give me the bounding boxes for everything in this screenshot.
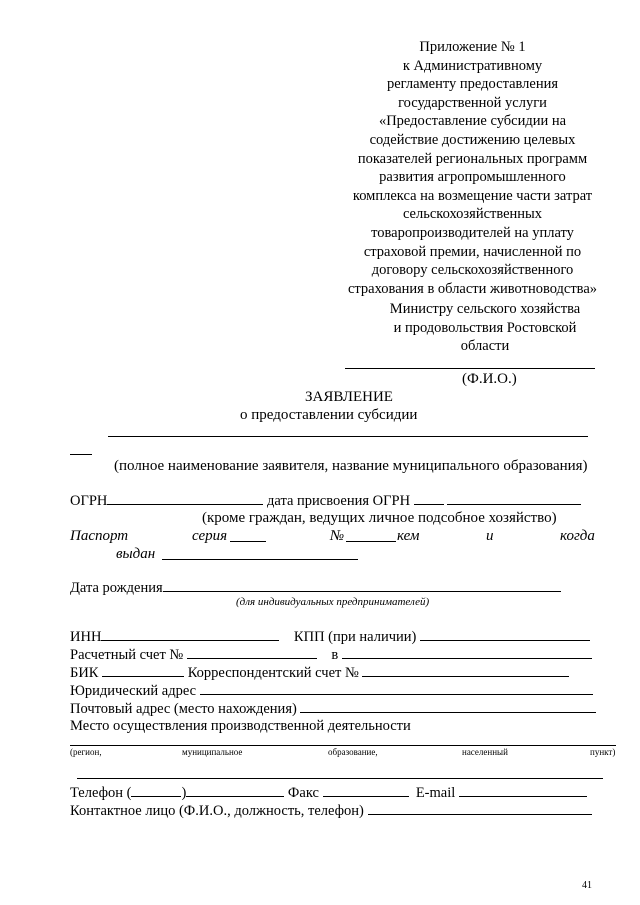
phone-close: ) <box>181 785 187 801</box>
header-line: государственной услуги <box>398 94 547 111</box>
contacts-row <box>70 783 587 802</box>
ogrn-date-day-input[interactable] <box>414 491 444 505</box>
account-input[interactable] <box>187 645 317 659</box>
corr-account-label: Корреспондентский счет № <box>187 665 359 681</box>
document-title: ЗАЯВЛЕНИЕ <box>305 389 393 405</box>
bank-in-label: в <box>331 647 339 663</box>
birth-date-note: (для индивидуальных предпринимателей) <box>236 596 430 608</box>
kpp-label: КПП (при наличии) <box>293 629 417 645</box>
legal-address-label: Юридический адрес <box>70 683 197 699</box>
contact-person-input[interactable] <box>368 801 592 815</box>
header-line: развития агропромышленного <box>379 169 566 186</box>
ogrn-date-label: дата присвоения ОГРН <box>267 493 411 509</box>
fax-input[interactable] <box>323 783 409 797</box>
applicant-caption: (полное наименование заявителя, название муниципального образования) <box>114 458 588 474</box>
applicant-name-line-cont[interactable] <box>70 454 92 455</box>
phone-input[interactable] <box>186 783 284 797</box>
account-row <box>70 645 592 664</box>
bik-row <box>70 663 569 682</box>
inn-row <box>70 627 590 646</box>
email-label: E-mail <box>415 785 456 801</box>
header-line: товаропроизводителей на уплату <box>371 224 574 241</box>
region-caption-settlement: населенный <box>462 747 508 757</box>
production-place-input-2[interactable] <box>77 778 603 779</box>
addressee-block <box>360 300 610 356</box>
applicant-name-line[interactable] <box>108 436 588 437</box>
fio-line <box>345 368 595 369</box>
appendix-header <box>300 38 640 298</box>
phone-label: Телефон ( <box>70 785 132 801</box>
production-place-row <box>70 717 411 735</box>
document-subtitle: о предоставлении субсидии <box>240 407 418 423</box>
number-input[interactable] <box>346 541 396 542</box>
ogrn-note: (кроме граждан, ведущих личное подсобное хозяйство) <box>202 510 557 526</box>
header-line: «Предоставление субсидии на <box>378 113 567 130</box>
phone-code-input[interactable] <box>131 783 181 797</box>
kpp-input[interactable] <box>420 627 590 641</box>
header-line: содействие достижению целевых <box>369 131 576 148</box>
series-label: серия <box>192 528 228 544</box>
birth-date-row <box>70 578 561 597</box>
ogrn-label: ОГРН <box>70 493 108 509</box>
header-line: Приложение № 1 <box>419 39 526 55</box>
region-caption-point: пункт) <box>590 747 616 757</box>
region-caption-region: (регион, <box>70 747 102 757</box>
header-line: договору сельскохозяйственного <box>371 262 574 279</box>
by-whom-label: кем <box>397 528 420 544</box>
addressee-line: области <box>460 338 510 355</box>
addressee-line: и продовольствия Ростовской <box>393 319 577 336</box>
page-number: 41 <box>582 880 592 891</box>
header-line: страхования в области животноводства» <box>347 280 598 297</box>
legal-address-row <box>70 681 593 700</box>
header-line: показателей региональных программ <box>357 150 588 167</box>
contact-person-row <box>70 801 592 820</box>
postal-address-input[interactable] <box>300 699 596 713</box>
birth-date-label: Дата рождения <box>70 580 163 596</box>
addressee-line: Министру сельского хозяйства <box>389 301 581 317</box>
fax-label: Факс <box>287 785 319 801</box>
postal-address-label: Почтовый адрес (место нахождения) <box>70 701 297 717</box>
series-input[interactable] <box>230 541 266 542</box>
header-line: регламенту предоставления <box>386 76 559 93</box>
bik-label: БИК <box>70 665 99 681</box>
when-label: когда <box>560 528 595 544</box>
inn-label: ИНН <box>70 629 102 645</box>
issued-input[interactable] <box>162 559 358 560</box>
passport-label: Паспорт <box>70 528 129 544</box>
ogrn-date-input[interactable] <box>447 491 581 505</box>
region-caption-formation: образование, <box>328 747 378 757</box>
issued-label: выдан <box>116 546 156 562</box>
production-place-input[interactable] <box>70 745 616 746</box>
contact-person-label: Контактное лицо (Ф.И.О., должность, телефон) <box>70 803 364 819</box>
corr-account-input[interactable] <box>362 663 569 677</box>
header-line: страховой премии, начисленной по <box>363 243 582 260</box>
inn-input[interactable] <box>101 627 279 641</box>
account-label: Расчетный счет № <box>70 647 184 663</box>
legal-address-input[interactable] <box>200 681 593 695</box>
email-input[interactable] <box>459 783 587 797</box>
header-line: комплекса на возмещение части затрат <box>352 187 593 204</box>
production-place-label: Место осуществления производственной деятельности <box>70 718 411 734</box>
ogrn-row <box>70 491 581 510</box>
birth-date-input[interactable] <box>163 578 561 592</box>
and-label: и <box>486 528 494 544</box>
ogrn-input[interactable] <box>107 491 263 505</box>
fio-label: (Ф.И.О.) <box>462 371 517 387</box>
header-line: сельскохозяйственных <box>402 206 543 223</box>
region-caption-municipal: муниципальное <box>182 747 243 757</box>
bik-input[interactable] <box>102 663 184 677</box>
header-line: к Административному <box>402 57 543 74</box>
postal-address-row <box>70 699 596 718</box>
bank-input[interactable] <box>342 645 592 659</box>
number-label: № <box>330 528 345 544</box>
